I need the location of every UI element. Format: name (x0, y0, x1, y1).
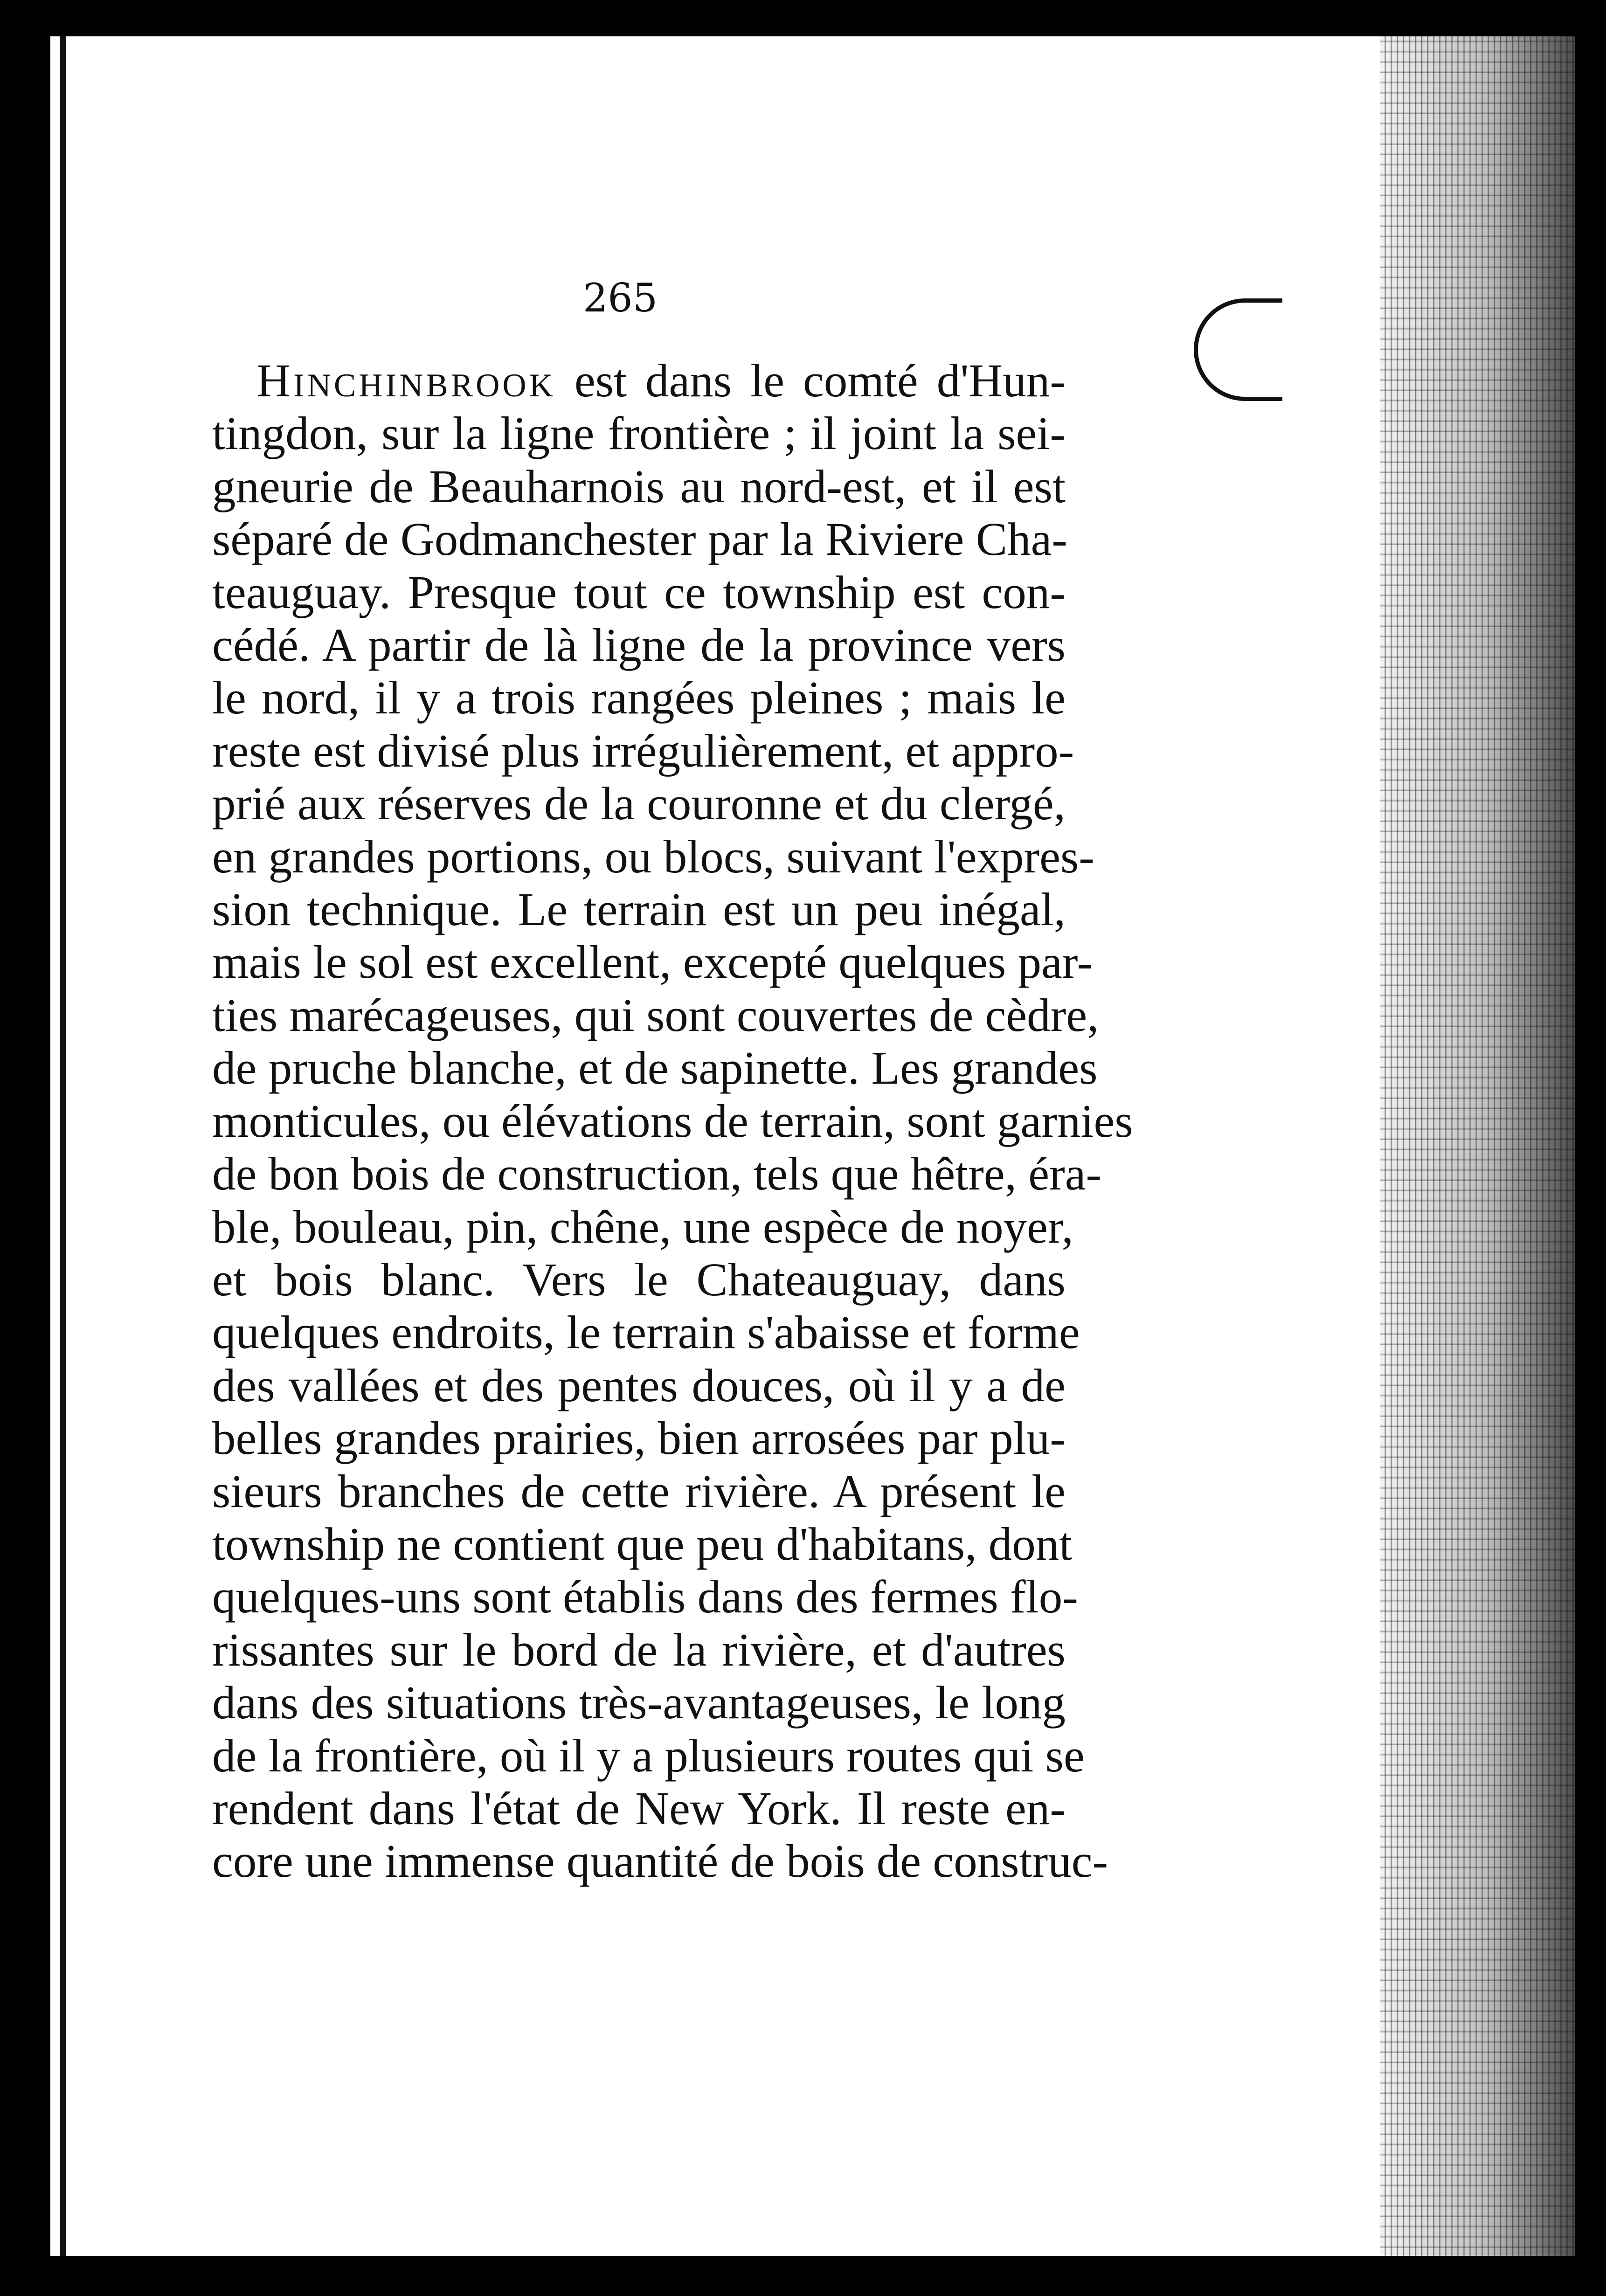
page-edge-speckle (1380, 36, 1575, 2256)
text-line: teauguay. Presque tout ce township est con- (212, 566, 1066, 618)
text-line: ties marécageuses, qui sont couvertes de cèdre, (212, 989, 1099, 1041)
text-line: de pruche blanche, et de sapinette. Les grandes (212, 1042, 1098, 1094)
text-line: township ne contient que peu d'habitans, dont (212, 1517, 1073, 1570)
text-line: sieurs branches de cette rivière. A présent le (212, 1465, 1066, 1517)
text-line: core une immense quantité de bois de construc- (212, 1835, 1108, 1888)
lead-word: Hinchinbrook (256, 354, 556, 407)
text-line: dans des situations très-avantageuses, le long (212, 1676, 1066, 1729)
text-line: séparé de Godmanchester par la Riviere Cha- (212, 513, 1068, 566)
text-line (212, 354, 1066, 407)
text-line: gneurie de Beauharnois au nord-est, et il est (212, 460, 1066, 512)
page-border-line (60, 36, 66, 2256)
text-line: ble, bouleau, pin, chêne, une espèce de noyer, (212, 1200, 1073, 1253)
text-line: cédé. A partir de là ligne de la province vers (212, 619, 1066, 671)
text-line: le nord, il y a trois rangées pleines ; mais le (212, 671, 1066, 724)
text-line: reste est divisé plus irrégulièrement, et appro- (212, 724, 1074, 777)
text-line: prié aux réserves de la couronne et du clergé, (212, 777, 1066, 830)
text-line: et bois blanc. Vers le Chateauguay, dans (212, 1253, 1066, 1306)
line-text: est dans le comté d'Hun- (555, 354, 1066, 407)
text-line: sion technique. Le terrain est un peu inégal, (212, 883, 1066, 936)
text-line: de bon bois de construction, tels que hêtre, éra- (212, 1148, 1102, 1200)
text-line: mais le sol est excellent, excepté quelques par- (212, 936, 1093, 989)
text-line: quelques-uns sont établis dans des fermes flo- (212, 1570, 1078, 1623)
text-line: monticules, ou élévations de terrain, sont garnies (212, 1094, 1133, 1147)
text-line: rendent dans l'état de New York. Il reste en- (212, 1782, 1066, 1834)
text-line: en grandes portions, ou blocs, suivant l'expres- (212, 830, 1094, 883)
body-paragraph (212, 354, 1133, 1888)
text-line: quelques endroits, le terrain s'abaisse et forme (212, 1306, 1080, 1359)
text-line: tingdon, sur la ligne frontière ; il joint la sei- (212, 407, 1066, 460)
text-line: rissantes sur le bord de la rivière, et d'autres (212, 1623, 1066, 1676)
text-line: belles grandes prairies, bien arrosées par plu- (212, 1412, 1066, 1465)
text-line: de la frontière, où il y a plusieurs routes qui se (212, 1729, 1085, 1782)
text-line: des vallées et des pentes douces, où il y a de (212, 1359, 1066, 1411)
page-number: 265 (582, 275, 658, 321)
